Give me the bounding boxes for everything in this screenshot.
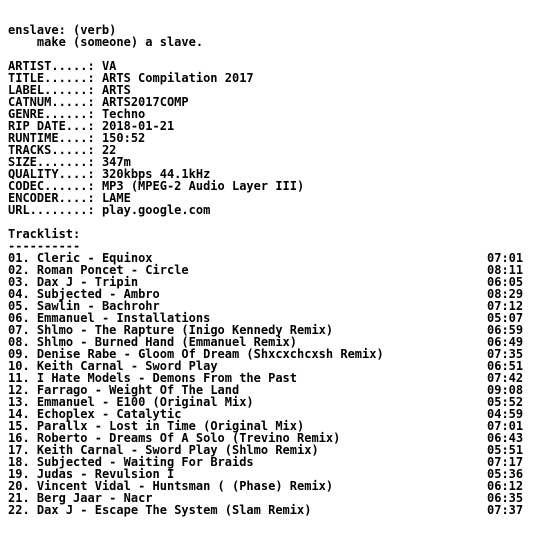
track-title: Judas - Revulsion I: [36, 467, 175, 481]
tracklist-rule: ----------: [8, 239, 81, 253]
track-duration: 05:52: [487, 395, 524, 409]
info-value: ARTS2017COMP: [101, 95, 189, 109]
spacer: [8, 216, 528, 228]
track-number: 14.: [8, 407, 30, 421]
info-label: RIP DATE...:: [8, 119, 95, 133]
track-title: Subjected - Waiting For Braids: [36, 455, 254, 469]
info-value: 347m: [101, 155, 131, 169]
track-number: 11.: [8, 371, 30, 385]
track-duration: 08:11: [487, 263, 524, 277]
track-title: Keith Carnal - Sword Play: [36, 359, 218, 373]
track-title: Cleric - Equinox: [36, 251, 153, 265]
track-number: 18.: [8, 455, 30, 469]
info-value: play.google.com: [101, 203, 211, 217]
track-title: Emmanuel - Installations: [36, 311, 211, 325]
info-value: 2018-01-21: [101, 119, 175, 133]
track-duration: 06:35: [487, 491, 524, 505]
track-title: Roman Poncet - Circle: [36, 263, 189, 277]
track-duration: 05:51: [487, 443, 524, 457]
track-number: 20.: [8, 479, 30, 493]
track-number: 10.: [8, 359, 30, 373]
track-duration: 05:36: [487, 467, 524, 481]
track-duration: 07:17: [487, 455, 524, 469]
track-duration: 06:59: [487, 323, 524, 337]
track-title: Emmanuel - E100 (Original Mix): [36, 395, 254, 409]
info-value: ARTS Compilation 2017: [101, 71, 254, 85]
info-value: Techno: [101, 107, 146, 121]
info-value: MP3 (MPEG-2 Audio Layer III): [101, 179, 305, 193]
track-title: Parallx - Lost in Time (Original Mix): [36, 419, 305, 433]
track-number: 16.: [8, 431, 30, 445]
track-number: 09.: [8, 347, 30, 361]
track-duration: 06:43: [487, 431, 524, 445]
track-number: 02.: [8, 263, 30, 277]
nfo-document: [8, 24, 528, 516]
info-value: ARTS: [101, 83, 131, 97]
track-title: I Hate Models - Demons From the Past: [36, 371, 298, 385]
track-number: 22.: [8, 503, 30, 517]
track-title: Shlmo - The Rapture (Inigo Kennedy Remix): [36, 323, 334, 337]
track-number: 08.: [8, 335, 30, 349]
track-duration: 09:08: [487, 383, 524, 397]
track-number: 04.: [8, 287, 30, 301]
info-label: ENCODER....:: [8, 191, 95, 205]
info-label: RUNTIME....:: [8, 131, 95, 145]
tracklist-heading: Tracklist:: [8, 227, 81, 241]
track-duration: 07:01: [487, 251, 524, 265]
track-duration: 08:29: [487, 287, 524, 301]
track-number: 17.: [8, 443, 30, 457]
track-title: Dax J - Escape The System (Slam Remix): [36, 503, 312, 517]
info-value: 22: [101, 143, 117, 157]
track-number: 06.: [8, 311, 30, 325]
info-label: QUALITY....:: [8, 167, 95, 181]
track-duration: 05:07: [487, 311, 524, 325]
track-title: Farrago - Weight Of The Land: [36, 383, 240, 397]
definition-headword: enslave: (verb): [8, 23, 117, 37]
track-duration: 06:49: [487, 335, 524, 349]
track-duration: 06:05: [487, 275, 524, 289]
info-label: CODEC......:: [8, 179, 95, 193]
track-number: 03.: [8, 275, 30, 289]
info-label: LABEL......:: [8, 83, 95, 97]
release-info: [8, 60, 528, 216]
info-value: 320kbps 44.1kHz: [101, 167, 211, 181]
track-title: Sawlin - Bachrohr: [36, 299, 160, 313]
track-title: Denise Rabe - Gloom Of Dream (Shxcxchcxsh Remix): [36, 347, 384, 361]
track-number: 12.: [8, 383, 30, 397]
track-title: Berg Jaar - Nacr: [36, 491, 153, 505]
info-label: SIZE.......:: [8, 155, 95, 169]
track-duration: 06:12: [487, 479, 524, 493]
info-label: CATNUM.....:: [8, 95, 95, 109]
track-title: Subjected - Ambro: [36, 287, 160, 301]
track-duration: 06:51: [487, 359, 524, 373]
track-duration: 07:37: [487, 503, 524, 517]
track-title: Keith Carnal - Sword Play (Shlmo Remix): [36, 443, 319, 457]
track-number: 01.: [8, 251, 30, 265]
info-row: [8, 204, 528, 216]
info-value: VA: [101, 59, 117, 73]
track-row: [8, 504, 528, 516]
track-duration: 07:35: [487, 347, 524, 361]
track-duration: 07:01: [487, 419, 524, 433]
info-value: LAME: [101, 191, 131, 205]
tracklist: [8, 252, 528, 516]
track-duration: 04:59: [487, 407, 524, 421]
track-duration: 07:42: [487, 371, 524, 385]
info-label: URL........:: [8, 203, 95, 217]
track-title: Echoplex - Catalytic: [36, 407, 182, 421]
info-value: 150:52: [101, 131, 146, 145]
track-number: 19.: [8, 467, 30, 481]
track-number: 05.: [8, 299, 30, 313]
track-number: 21.: [8, 491, 30, 505]
track-number: 07.: [8, 323, 30, 337]
definition-meaning: make (someone) a slave.: [8, 35, 204, 49]
info-label: TITLE......:: [8, 71, 95, 85]
track-title: Vincent Vidal - Huntsman ( (Phase) Remix): [36, 479, 334, 493]
track-duration: 07:12: [487, 299, 524, 313]
track-title: Roberto - Dreams Of A Solo (Trevino Remix): [36, 431, 341, 445]
track-title: Dax J - Tripin: [36, 275, 139, 289]
info-label: TRACKS.....:: [8, 143, 95, 157]
track-number: 13.: [8, 395, 30, 409]
track-title: Shlmo - Burned Hand (Emmanuel Remix): [36, 335, 298, 349]
info-label: GENRE......:: [8, 107, 95, 121]
track-number: 15.: [8, 419, 30, 433]
info-label: ARTIST.....:: [8, 59, 95, 73]
